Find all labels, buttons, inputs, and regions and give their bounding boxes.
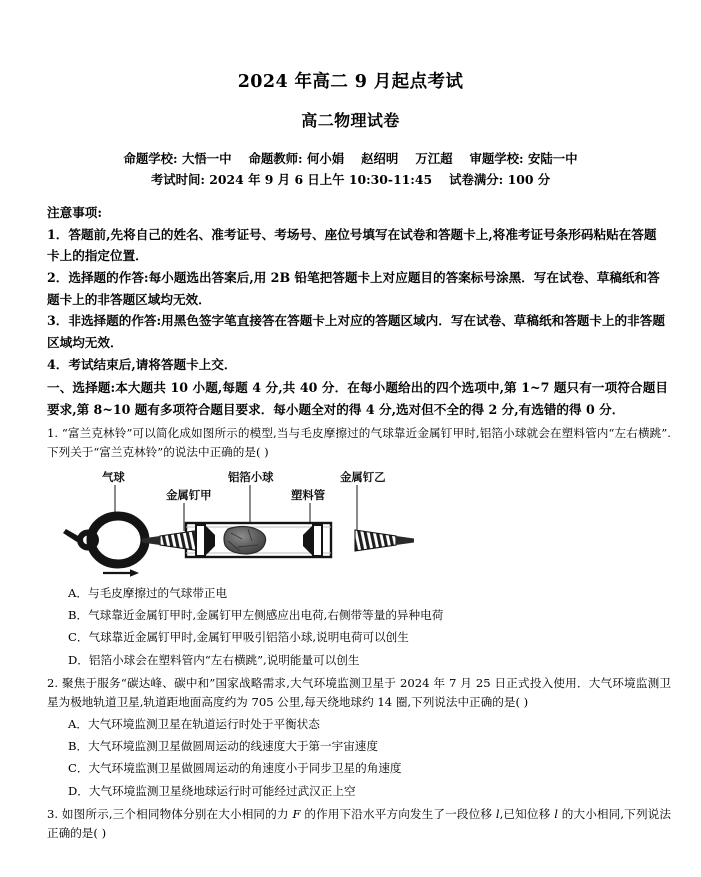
option-letter-d: D．: [68, 652, 89, 667]
option-text-b: 气球靠近金属钉甲时,金属钉甲左侧感应出电荷,右侧带等量的异种电荷: [88, 608, 444, 623]
question-1-option-b[interactable]: [68, 604, 671, 626]
option-letter-c: C．: [68, 630, 89, 645]
question-3-number: 3.: [47, 807, 59, 822]
balloon-shape: [63, 516, 145, 577]
meta-teacher-3: 万江超: [415, 151, 453, 167]
question-1-option-a[interactable]: [68, 582, 671, 604]
question-1-option-d[interactable]: [68, 649, 671, 671]
question-1-figure: [0, 467, 701, 582]
meta-teacher-2: 赵绍明: [361, 151, 399, 167]
figure-label-balloon: 气球: [102, 469, 125, 484]
option-text-d: 大气环境监测卫星绕地球运行时可能经过武汉正上空: [88, 783, 356, 798]
question-2-option-b[interactable]: [68, 735, 671, 757]
exam-title: 2024 年高二 9 月起点考试: [237, 72, 464, 92]
option-text-a: 与毛皮摩擦过的气球带正电: [87, 585, 228, 600]
option-letter-a: A．: [68, 716, 88, 731]
question-2: [0, 674, 701, 712]
foil-ball-shape: [224, 526, 266, 554]
question-2-option-c[interactable]: [68, 757, 671, 779]
note-item-2: 2．选择题的作答:每小题选出答案后,用 2B 铅笔把答题卡上对应题目的答案标号涂黑．写在试卷、草稿纸和答题卡上的非答题区域均无效．: [47, 270, 660, 307]
question-3-text-post: 的大小相同,下列说法正确的是( ): [47, 807, 672, 841]
question-2-options: [0, 713, 701, 803]
note-item-3: 3．非选择题的作答:用黑色签字笔直接答在答题卡上对应的答题区域内．写在试卷、草稿纸和答题卡上的非答题区域均无效．: [47, 313, 665, 351]
option-text-b: 大气环境监测卫星做圆周运动的线速度大于第一宇宙速度: [88, 739, 378, 753]
question-2-stem: [47, 674, 671, 712]
meta-school-label: 命题学校:: [123, 151, 178, 167]
figure-label-nail-yi: 金属钉乙: [340, 469, 386, 484]
meta-reviewer-value: 安陆一中: [527, 151, 578, 167]
question-2-number: 2.: [47, 676, 59, 691]
meta-time-label: 考试时间:: [150, 171, 205, 187]
note-item-1: 1．答题前,先将自己的姓名、准考证号、考场号、座位号填写在试卷和答题卡上,将准考证号条形码粘贴在答题卡上的指定位置．: [47, 226, 657, 264]
question-3-var-displacement: l: [495, 807, 500, 822]
option-text-c: 气球靠近金属钉甲时,金属钉甲吸引铝箔小球,说明电荷可以创生: [88, 630, 409, 645]
question-3-stem: [47, 805, 671, 843]
question-3-text-mid: 的作用下沿水平方向发生了一段位移: [300, 807, 496, 822]
notes-block: [0, 202, 701, 375]
question-3-var-force: F: [292, 807, 301, 822]
question-1-stem: [47, 424, 671, 462]
question-1-text: “富兰克林铃”可以简化成如图所示的模型,当与毛皮摩擦过的气球靠近金属钉甲时,铝箔小球就会在塑料管内“左右横跳”. 下列关于“富兰克林铃”的说法中正确的是( ): [47, 426, 671, 460]
question-3-text-pre: 如图所示,三个相同物体分别在大小相同的力: [61, 807, 293, 822]
notes-title: 注意事项:: [47, 205, 103, 221]
option-letter-c: C．: [68, 761, 89, 776]
meta-teacher-label: 命题教师:: [248, 151, 303, 167]
section-heading-choice: 一、选择题:本大题共 10 小题,每题 4 分,共 40 分．在每小题给出的四个选项中,第 1~7 题只有一项符合题目要求,第 8~10 题有多项符合题目要求．每小题全对的得 4 分,选对但不全的得 2 分,有选错的得 0 分．: [47, 380, 668, 418]
metal-nail-yi-shape: [303, 525, 414, 556]
meta-time-value: 2024 年 9 月 6 日上午 10:30-11:45: [209, 171, 433, 187]
option-text-c: 大气环境监测卫星做圆周运动的角速度小于同步卫星的角速度: [88, 761, 402, 776]
option-text-d: 铝箔小球会在塑料管内“左右横跳”,说明能量可以创生: [88, 652, 360, 667]
option-text-a: 大气环境监测卫星在轨道运行时处于平衡状态: [87, 716, 320, 731]
meta-school-value: 大悟一中: [181, 151, 232, 167]
meta-teacher-1: 何小娟: [306, 151, 345, 167]
question-3-text-mid2: ,已知位移: [499, 807, 555, 822]
meta-score-label: 试卷满分:: [449, 171, 504, 187]
meta-reviewer-label: 审题学校:: [469, 151, 524, 167]
question-1: [0, 424, 701, 462]
question-1-options: [0, 582, 701, 672]
question-1-option-c[interactable]: [68, 626, 671, 648]
meta-line-time: [0, 170, 701, 190]
note-item-4: 4．考试结束后,请将答题卡上交．: [47, 356, 237, 372]
question-3-var-displacement-2: l: [554, 807, 558, 822]
option-letter-d: D．: [68, 783, 89, 798]
figure-label-foil-ball: 铝箔小球: [228, 469, 274, 484]
option-letter-b: B．: [68, 739, 89, 753]
figure-label-plastic-tube: 塑料管: [291, 487, 326, 502]
question-3: [0, 805, 701, 843]
option-letter-b: B．: [68, 608, 89, 623]
meta-line-schools: [0, 149, 701, 169]
metal-nail-jia-shape: [142, 525, 215, 556]
exam-meta: [0, 149, 701, 190]
question-2-option-a[interactable]: [68, 713, 671, 735]
paper-title: 高二物理试卷: [301, 111, 400, 130]
option-letter-a: A．: [68, 585, 88, 600]
question-2-option-d[interactable]: [68, 780, 671, 802]
figure-label-nail-jia: 金属钉甲: [166, 487, 212, 502]
meta-score-value: 100 分: [507, 171, 551, 187]
question-1-number: 1.: [47, 426, 59, 441]
question-2-text: 聚焦于服务“碳达峰、碳中和”国家战略需求,大气环境监测卫星于 2024 年 7 月 25 日正式投入使用．大气环境监测卫星为极地轨道卫星,轨道距地面高度约为 705 公里,每天绕地球约 14 圈,下列说法中正确的是( ): [47, 676, 671, 710]
